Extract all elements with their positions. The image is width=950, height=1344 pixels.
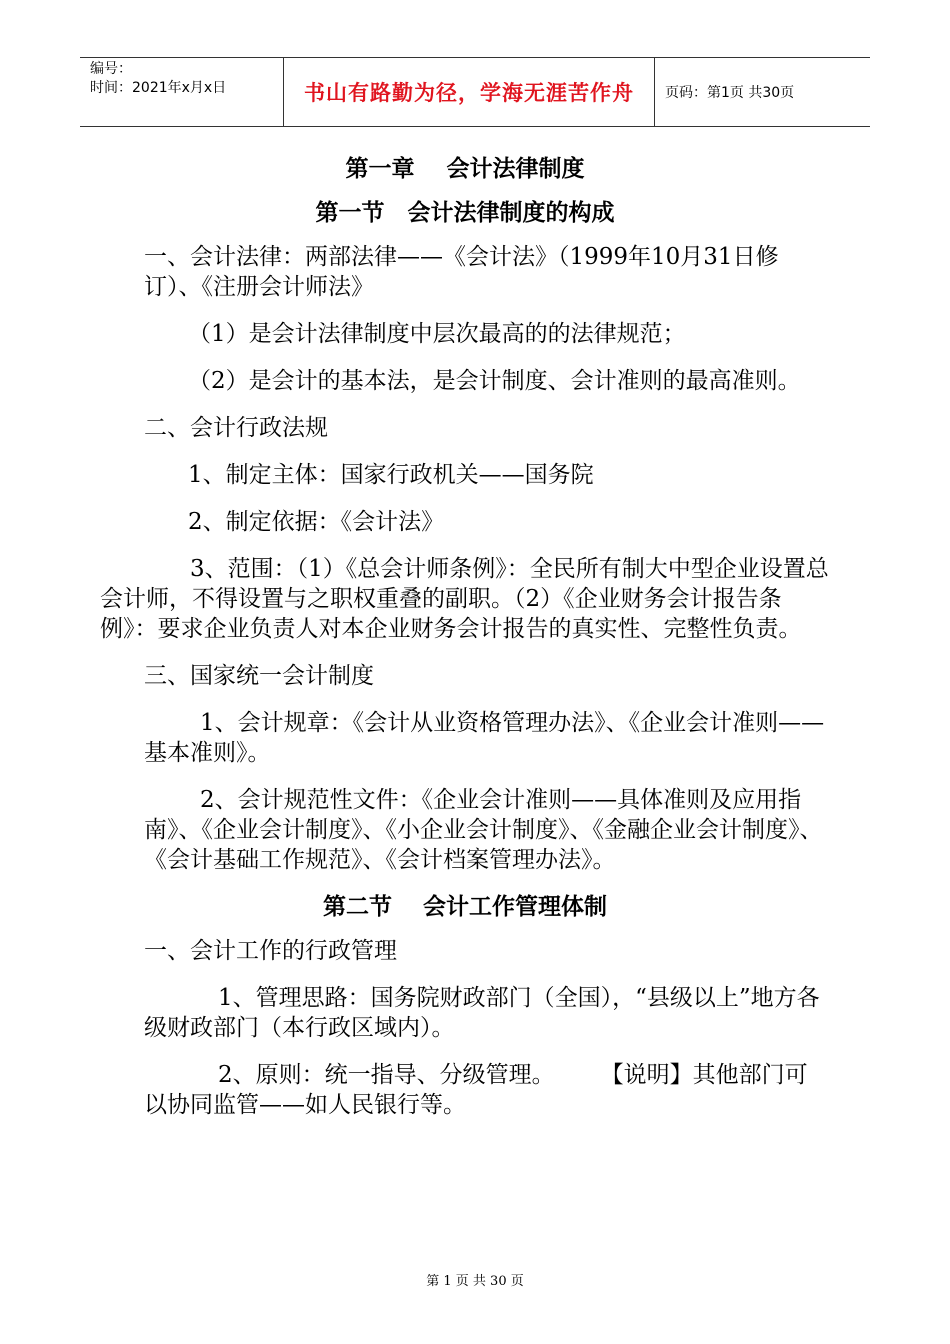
header-page-info: 页码：第1页 共30页 [665, 85, 795, 101]
number-label: 编号： [90, 61, 132, 77]
paragraph: 2、原则：统一指导、分级管理。 【说明】其他部门可以协同监管——如人民银行等。 [144, 1062, 808, 1118]
paragraph: 2、会计规范性文件：《企业会计准则——具体准则及应用指南》、《企业会计制度》、《小企业会计制度》、《金融企业会计制度》、《会计基础工作规范》、《会计档案管理办法》。 [144, 787, 823, 873]
paragraph: 1、会计规章：《会计从业资格管理办法》、《企业会计准则——基本准则》。 [144, 710, 825, 766]
page-footer: 第 1 页 共 30 页 [426, 1274, 524, 1289]
header-motto: 书山有路勤为径，学海无涯苦作舟 [284, 58, 655, 126]
chapter-title: 第一章 会计法律制度 [345, 155, 585, 182]
paragraph: 3、范围：（1）《总会计师条例》：全民所有制大中型企业设置总会计师，不得设置与之职权重叠的副职。（2）《企业财务会计报告条例》：要求企业负责人对本企业财务会计报告的真实性、完整性负责。 [100, 556, 829, 642]
paragraph: 一、会计法律：两部法律——《会计法》（1999年10月31日修订）、《注册会计师法》 [144, 244, 779, 300]
paragraph: 2、制定依据：《会计法》 [188, 509, 445, 535]
page-header [80, 57, 870, 127]
document-body [100, 150, 830, 1137]
paragraph: 三、国家统一会计制度 [144, 663, 374, 689]
paragraph: 一、会计工作的行政管理 [144, 938, 397, 964]
section-title: 第一节 会计法律制度的构成 [315, 199, 615, 226]
paragraph: 1、管理思路：国务院财政部门（全国），“县级以上”地方各级财政部门（本行政区域内）。 [144, 985, 820, 1041]
time-label: 时间：2021年x月x日 [90, 80, 227, 96]
section-title: 第二节 会计工作管理体制 [322, 893, 607, 920]
paragraph: 1、制定主体：国家行政机关——国务院 [188, 462, 594, 488]
header-meta [80, 58, 284, 126]
paragraph: （2）是会计的基本法，是会计制度、会计准则的最高准则。 [188, 368, 801, 394]
paragraph: 二、会计行政法规 [144, 415, 328, 441]
paragraph: （1）是会计法律制度中层次最高的的法律规范； [188, 321, 686, 347]
